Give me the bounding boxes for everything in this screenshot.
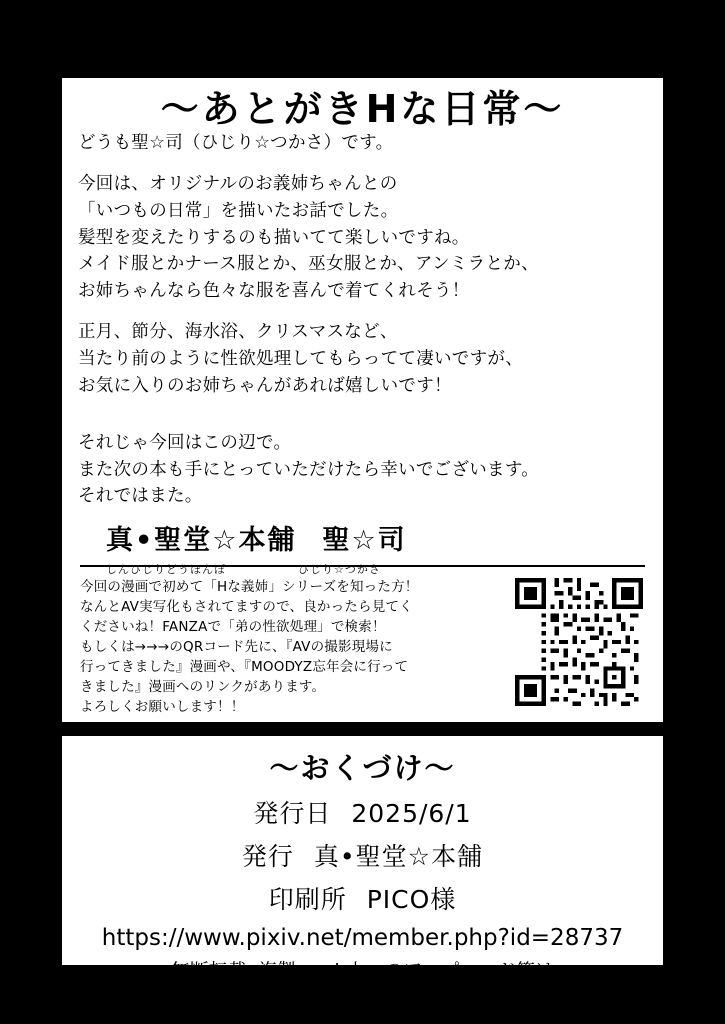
afterword-p2-l2: 当たり前のように性欲処理してもらってて凄いですが、 [78,349,523,370]
colophon-notice [62,960,663,1008]
afterword-p1-l5: お姉ちゃんなら色々な服を喜んで着てくれそう！ [78,280,470,301]
promo-l7: よろしくお願いします！！ [80,698,245,715]
colophon-printer [62,880,663,916]
publisher-value: 真•聖堂☆本舗 [313,842,484,871]
colophon-publisher [62,837,663,873]
afterword-p1-l2: 「いつもの日常」を描いたお話でした。 [78,201,399,222]
afterword-p1-l1: 今回は、オリジナルのお義姉ちゃんとの [78,174,398,195]
notice-l1: 無断転載•複製•web上へのアップロード等は [170,960,555,982]
afterword-body [62,130,663,579]
colophon-url[interactable]: https://www.pixiv.net/member.php?id=28737 [101,925,624,951]
signature-line [106,520,647,561]
signature-block [78,520,647,579]
qr-code-icon[interactable] [515,578,643,706]
circle-name: 真•聖堂☆本舗 [106,525,297,557]
afterword-p3-l2: また次の本も手にとっていただけたら幸いでございます。 [78,459,540,480]
afterword-p1-l4: メイド服とかナース服とか、巫女服とか、アンミラとか、 [78,254,539,275]
colophon-title: 〜おくづけ〜 [269,751,456,785]
promo-l5: 行ってきました』漫画や、『MOODYZ忘年会に行って [80,658,409,675]
afterword-title: 〜あとがきHな日常〜 [160,87,565,131]
afterword-p2-l3: お気に入りのお姉ちゃんがあれば嬉しいです！ [78,375,452,396]
publish-date-value: 2025/6/1 [351,799,472,828]
printer-value: PICO様 [366,885,457,914]
afterword-p3-l1: それじゃ今回はこの辺で。 [78,433,292,454]
notice-l2: しないでください。 [276,983,448,1006]
promo-l2: なんとAV実写化もされてますので、良かったら見てく [80,598,413,615]
publish-date-label: 発行日 [253,799,332,828]
colophon-panel [62,736,663,1006]
promo-l4: もしくは→→→のQRコード先に、『AVの撮影現場に [80,638,393,655]
afterword-p1-l3: 髪型を変えたりするのも描いてて楽しいですね。 [78,227,470,248]
circle-name-ruby: しんひじりどうほんぽ [106,563,226,577]
colophon-publish-date [62,794,663,830]
publisher-label: 発行 [241,842,294,871]
panel-divider [80,565,645,567]
afterword-panel [62,78,663,722]
printer-label: 印刷所 [268,885,347,914]
afterword-p3-l3: それではまた。 [78,486,203,507]
author-name: 聖☆司 [322,525,407,557]
afterword-p2-l1: 正月、節分、海水浴、クリスマスなど、 [78,322,398,343]
afterword-intro: どうも聖☆司（ひじり☆つかさ）です。 [78,132,394,153]
spacer [78,414,647,430]
promo-l1: 今回の漫画で初めて「Hな義姉」シリーズを知った方！ [80,579,419,595]
promo-l3: くださいね！FANZAで「弟の性欲処理」で検索！ [80,618,386,635]
author-name-ruby: ひじり☆つかさ [298,563,381,577]
promo-l6: きました』漫画へのリンクがあります。 [80,678,326,695]
promo-text [80,578,490,718]
